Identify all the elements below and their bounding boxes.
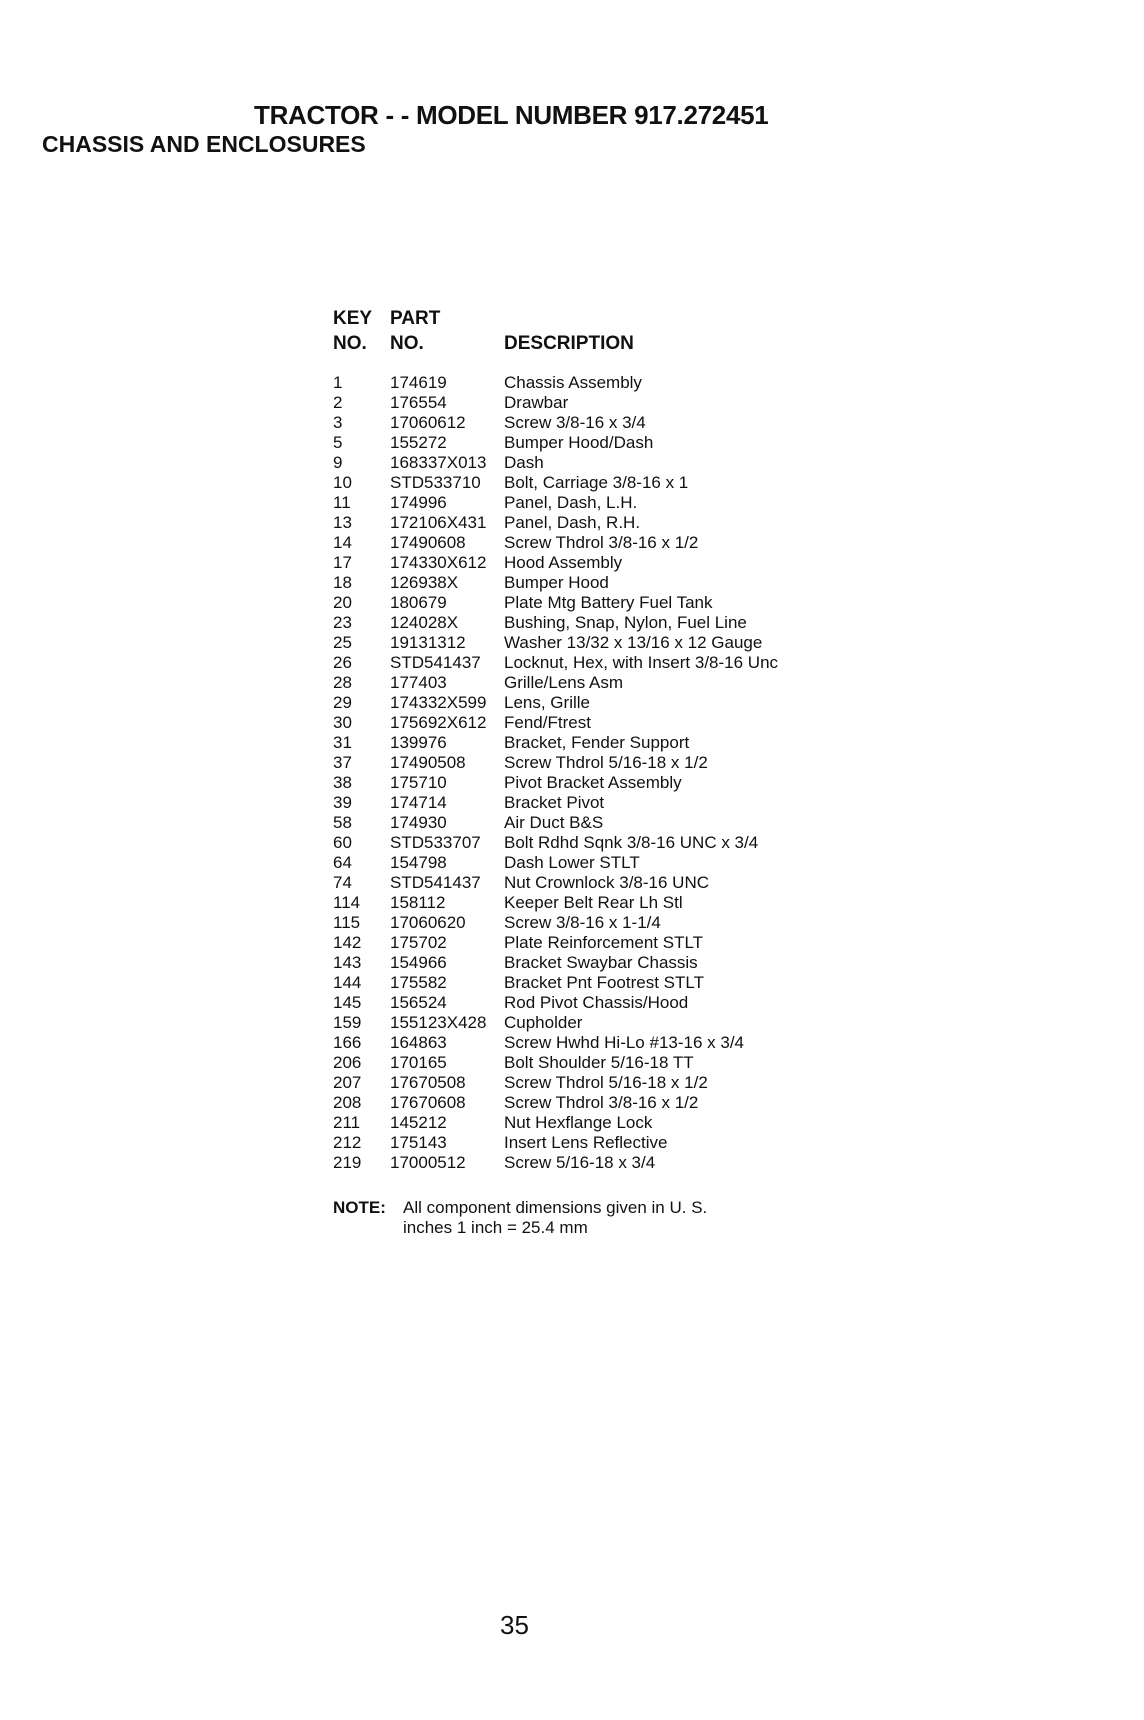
description: Rod Pivot Chassis/Hood bbox=[504, 993, 689, 1012]
description: Air Duct B&S bbox=[504, 813, 604, 832]
table-row bbox=[333, 673, 853, 693]
header-part-line2: NO. bbox=[390, 333, 424, 354]
section-title: CHASSIS AND ENCLOSURES bbox=[42, 131, 366, 157]
part-no: 155123X428 bbox=[390, 1013, 487, 1032]
description: Bumper Hood/Dash bbox=[504, 433, 654, 452]
header-part-line1: PART bbox=[390, 308, 441, 329]
table-row bbox=[333, 1073, 853, 1093]
part-no: 175692X612 bbox=[390, 713, 487, 732]
description: Hood Assembly bbox=[504, 553, 623, 572]
table-row bbox=[333, 393, 853, 413]
key-no: 18 bbox=[333, 573, 352, 592]
part-no: 19131312 bbox=[390, 633, 466, 652]
table-row bbox=[333, 473, 853, 493]
header-key-line1: KEY bbox=[333, 308, 373, 329]
table-row bbox=[333, 1013, 853, 1033]
part-no: 124028X bbox=[390, 613, 459, 632]
description: Nut Hexflange Lock bbox=[504, 1113, 653, 1132]
key-no: 9 bbox=[333, 453, 343, 472]
parts-table bbox=[333, 308, 853, 1173]
table-row bbox=[333, 593, 853, 613]
description: Plate Reinforcement STLT bbox=[504, 933, 704, 952]
key-no: 31 bbox=[333, 733, 352, 752]
table-row bbox=[333, 1093, 853, 1113]
part-no: 155272 bbox=[390, 433, 447, 452]
table-row bbox=[333, 493, 853, 513]
note-line2: inches 1 inch = 25.4 mm bbox=[403, 1218, 588, 1237]
table-row bbox=[333, 1133, 853, 1153]
description: Drawbar bbox=[504, 393, 569, 412]
table-row bbox=[333, 773, 853, 793]
note bbox=[333, 1198, 707, 1238]
table-header bbox=[333, 308, 853, 358]
key-no: 143 bbox=[333, 953, 362, 972]
table-body bbox=[333, 373, 853, 1173]
table-row bbox=[333, 953, 853, 973]
note-line1: All component dimensions given in U. S. bbox=[403, 1198, 708, 1217]
part-no: 174930 bbox=[390, 813, 447, 832]
description: Plate Mtg Battery Fuel Tank bbox=[504, 593, 713, 612]
table-row bbox=[333, 973, 853, 993]
description: Washer 13/32 x 13/16 x 12 Gauge bbox=[504, 633, 763, 652]
description: Bolt, Carriage 3/8-16 x 1 bbox=[504, 473, 689, 492]
description: Insert Lens Reflective bbox=[504, 1133, 668, 1152]
description: Screw Thdrol 3/8-16 x 1/2 bbox=[504, 533, 699, 552]
table-row bbox=[333, 1053, 853, 1073]
description: Bracket Swaybar Chassis bbox=[504, 953, 698, 972]
table-row bbox=[333, 793, 853, 813]
key-no: 144 bbox=[333, 973, 362, 992]
description: Screw Thdrol 5/16-18 x 1/2 bbox=[504, 1073, 708, 1092]
description: Chassis Assembly bbox=[504, 373, 642, 392]
table-row bbox=[333, 833, 853, 853]
part-no: 158112 bbox=[390, 893, 446, 912]
key-no: 23 bbox=[333, 613, 352, 632]
page-title: TRACTOR - - MODEL NUMBER 917.272451 bbox=[254, 100, 769, 130]
key-no: 206 bbox=[333, 1053, 362, 1072]
description: Screw 3/8-16 x 3/4 bbox=[504, 413, 646, 432]
key-no: 114 bbox=[333, 893, 361, 912]
key-no: 39 bbox=[333, 793, 352, 812]
table-row bbox=[333, 713, 853, 733]
table-row bbox=[333, 1033, 853, 1053]
description: Panel, Dash, L.H. bbox=[504, 493, 638, 512]
key-no: 3 bbox=[333, 413, 343, 432]
part-no: 176554 bbox=[390, 393, 447, 412]
part-no: 174996 bbox=[390, 493, 447, 512]
description: Keeper Belt Rear Lh Stl bbox=[504, 893, 683, 912]
part-no: 170165 bbox=[390, 1053, 447, 1072]
part-no: 17060620 bbox=[390, 913, 466, 932]
table-row bbox=[333, 933, 853, 953]
part-no: 17060612 bbox=[390, 413, 466, 432]
description: Bracket, Fender Support bbox=[504, 733, 690, 752]
key-no: 212 bbox=[333, 1133, 362, 1152]
description: Bushing, Snap, Nylon, Fuel Line bbox=[504, 613, 747, 632]
description: Bracket Pnt Footrest STLT bbox=[504, 973, 704, 992]
description: Cupholder bbox=[504, 1013, 583, 1032]
description: Dash Lower STLT bbox=[504, 853, 640, 872]
key-no: 29 bbox=[333, 693, 352, 712]
part-no: 174714 bbox=[390, 793, 447, 812]
description: Panel, Dash, R.H. bbox=[504, 513, 641, 532]
description: Locknut, Hex, with Insert 3/8-16 Unc bbox=[504, 653, 779, 672]
part-no: STD541437 bbox=[390, 653, 481, 672]
table-row bbox=[333, 633, 853, 653]
key-no: 14 bbox=[333, 533, 352, 552]
part-no: STD533707 bbox=[390, 833, 481, 852]
part-no: 175710 bbox=[390, 773, 447, 792]
part-no: 126938X bbox=[390, 573, 459, 592]
page-number: 35 bbox=[500, 1610, 529, 1640]
table-row bbox=[333, 573, 853, 593]
key-no: 30 bbox=[333, 713, 352, 732]
key-no: 20 bbox=[333, 593, 352, 612]
table-row bbox=[333, 513, 853, 533]
part-no: 175582 bbox=[390, 973, 447, 992]
key-no: 211 bbox=[333, 1113, 361, 1132]
description: Nut Crownlock 3/8-16 UNC bbox=[504, 873, 710, 892]
part-no: 174330X612 bbox=[390, 553, 487, 572]
table-row bbox=[333, 873, 853, 893]
key-no: 5 bbox=[333, 433, 343, 452]
key-no: 13 bbox=[333, 513, 352, 532]
description: Screw Hwhd Hi-Lo #13-16 x 3/4 bbox=[504, 1033, 745, 1052]
part-no: 145212 bbox=[390, 1113, 447, 1132]
note-label: NOTE: bbox=[333, 1198, 386, 1217]
part-no: STD541437 bbox=[390, 873, 481, 892]
table-row bbox=[333, 1113, 853, 1133]
table-row bbox=[333, 893, 853, 913]
part-no: 177403 bbox=[390, 673, 447, 692]
part-no: 168337X013 bbox=[390, 453, 487, 472]
key-no: 10 bbox=[333, 473, 352, 492]
part-no: 174619 bbox=[390, 373, 447, 392]
part-no: 17670508 bbox=[390, 1073, 466, 1092]
key-no: 2 bbox=[333, 393, 343, 412]
key-no: 145 bbox=[333, 993, 362, 1012]
table-row bbox=[333, 1153, 853, 1173]
description: Bumper Hood bbox=[504, 573, 609, 592]
part-no: 156524 bbox=[390, 993, 447, 1012]
part-no: 175702 bbox=[390, 933, 447, 952]
part-no: 154798 bbox=[390, 853, 447, 872]
key-no: 58 bbox=[333, 813, 352, 832]
part-no: 164863 bbox=[390, 1033, 447, 1052]
description: Lens, Grille bbox=[504, 693, 590, 712]
table-row bbox=[333, 853, 853, 873]
part-no: 154966 bbox=[390, 953, 447, 972]
key-no: 1 bbox=[333, 373, 343, 392]
part-no: 17670608 bbox=[390, 1093, 466, 1112]
part-no: 180679 bbox=[390, 593, 447, 612]
key-no: 142 bbox=[333, 933, 362, 952]
part-no: 17490608 bbox=[390, 533, 466, 552]
table-row bbox=[333, 913, 853, 933]
table-row bbox=[333, 813, 853, 833]
table-row bbox=[333, 453, 853, 473]
key-no: 11 bbox=[333, 493, 351, 512]
key-no: 166 bbox=[333, 1033, 362, 1052]
description: Screw Thdrol 5/16-18 x 1/2 bbox=[504, 753, 708, 772]
description: Bracket Pivot bbox=[504, 793, 605, 812]
part-no: STD533710 bbox=[390, 473, 481, 492]
part-no: 174332X599 bbox=[390, 693, 487, 712]
table-row bbox=[333, 993, 853, 1013]
description: Grille/Lens Asm bbox=[504, 673, 624, 692]
table-row bbox=[333, 413, 853, 433]
description: Screw 3/8-16 x 1-1/4 bbox=[504, 913, 661, 932]
part-no: 172106X431 bbox=[390, 513, 487, 532]
key-no: 74 bbox=[333, 873, 352, 892]
table-row bbox=[333, 653, 853, 673]
description: Screw Thdrol 3/8-16 x 1/2 bbox=[504, 1093, 699, 1112]
part-no: 175143 bbox=[390, 1133, 447, 1152]
key-no: 219 bbox=[333, 1153, 362, 1172]
key-no: 159 bbox=[333, 1013, 362, 1032]
table-row bbox=[333, 553, 853, 573]
key-no: 26 bbox=[333, 653, 352, 672]
key-no: 64 bbox=[333, 853, 352, 872]
key-no: 28 bbox=[333, 673, 352, 692]
table-row bbox=[333, 613, 853, 633]
description: Bolt Rdhd Sqnk 3/8-16 UNC x 3/4 bbox=[504, 833, 759, 852]
table-row bbox=[333, 533, 853, 553]
header-key-line2: NO. bbox=[333, 333, 367, 354]
key-no: 17 bbox=[333, 553, 352, 572]
header-description: DESCRIPTION bbox=[504, 333, 634, 354]
description: Dash bbox=[504, 453, 544, 472]
key-no: 208 bbox=[333, 1093, 362, 1112]
key-no: 25 bbox=[333, 633, 352, 652]
table-row bbox=[333, 693, 853, 713]
key-no: 115 bbox=[333, 913, 361, 932]
table-row bbox=[333, 433, 853, 453]
description: Bolt Shoulder 5/16-18 TT bbox=[504, 1053, 694, 1072]
part-no: 17490508 bbox=[390, 753, 466, 772]
part-no: 17000512 bbox=[390, 1153, 466, 1172]
key-no: 207 bbox=[333, 1073, 362, 1092]
table-row bbox=[333, 753, 853, 773]
table-row bbox=[333, 733, 853, 753]
key-no: 37 bbox=[333, 753, 352, 772]
table-row bbox=[333, 373, 853, 393]
part-no: 139976 bbox=[390, 733, 447, 752]
description: Pivot Bracket Assembly bbox=[504, 773, 682, 792]
key-no: 38 bbox=[333, 773, 352, 792]
description: Fend/Ftrest bbox=[504, 713, 591, 732]
description: Screw 5/16-18 x 3/4 bbox=[504, 1153, 656, 1172]
key-no: 60 bbox=[333, 833, 352, 852]
